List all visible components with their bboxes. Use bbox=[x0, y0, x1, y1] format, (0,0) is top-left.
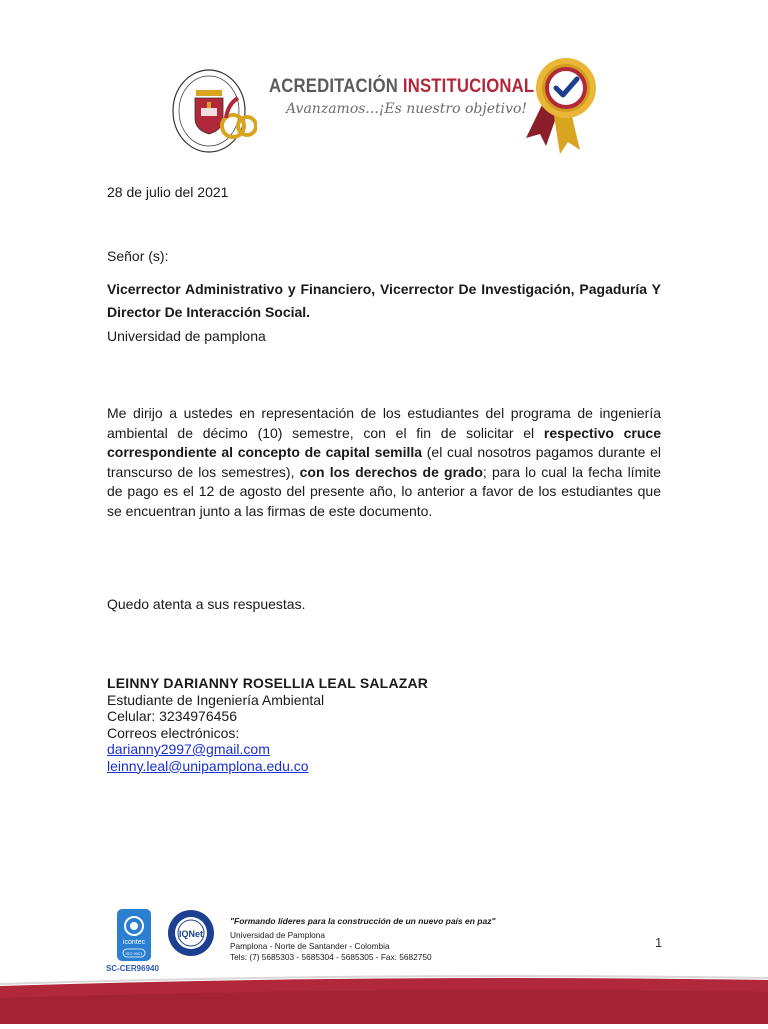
body-text-2: (el cual nosotros pagamos durante el transcurso de los semestres), bbox=[107, 444, 661, 480]
footer-wave-decoration bbox=[0, 968, 768, 1024]
footer-line-phones: Tels: (7) 5685303 - 5685304 - 5685305 - Fax: 5682750 bbox=[230, 951, 432, 962]
icontec-logo bbox=[117, 909, 151, 961]
accreditation-title-part2: INSTITUCIONAL bbox=[402, 76, 535, 97]
recipients: Vicerrector Administrativo y Financiero, Vicerrector De Investigación, Pagaduría Y Director De Interacción Social. bbox=[107, 281, 661, 320]
signature-block bbox=[107, 675, 428, 774]
iqnet-logo bbox=[167, 909, 215, 957]
body-bold-1: respectivo cruce correspondiente al concepto de capital semilla bbox=[107, 424, 661, 460]
salutation: Señor (s): bbox=[107, 248, 169, 264]
footer-line-location: Pamplona - Norte de Santander - Colombia bbox=[230, 940, 390, 951]
email-link-institutional[interactable]: leinny.leal@unipamplona.edu.co bbox=[107, 757, 309, 774]
body-bold-2: con los derechos de grado bbox=[299, 463, 483, 480]
university-name: Universidad de pamplona bbox=[107, 328, 266, 344]
footer-motto: "Formando líderes para la construcción de un nuevo país en paz" bbox=[230, 916, 496, 926]
email-link-gmail[interactable]: darianny2997@gmail.com bbox=[107, 741, 270, 757]
page-number: 1 bbox=[655, 935, 663, 950]
iso-label: ISO 9001 bbox=[125, 951, 143, 956]
certificate-code: SC-CER96940 bbox=[106, 964, 159, 973]
signer-name: LEINNY DARIANNY ROSELLIA LEAL SALAZAR bbox=[107, 675, 429, 691]
footer-line-university: Universidad de Pamplona bbox=[230, 930, 326, 940]
university-seal-logo bbox=[171, 68, 257, 154]
accreditation-subtitle: Avanzamos...¡Es nuestro objetivo! bbox=[286, 101, 528, 117]
icontec-label: icontec bbox=[122, 939, 146, 946]
emails-label: Correos electrónicos: bbox=[107, 724, 240, 741]
iqnet-label: IQNet bbox=[178, 929, 204, 939]
body-text-3: ; para lo cual la fecha límite de pago es el 12 de agosto del presente año, lo anterior a favor de los estudiantes que se encuentran junto a las firmas de este documento. bbox=[107, 463, 662, 519]
accreditation-title-part1: ACREDITACIÓN bbox=[269, 76, 399, 97]
signer-phone: Celular: 3234976456 bbox=[107, 708, 237, 724]
letter-date: 28 de julio del 2021 bbox=[107, 184, 229, 200]
closing-line: Quedo atenta a sus respuestas. bbox=[107, 596, 306, 612]
signer-role: Estudiante de Ingeniería Ambiental bbox=[107, 691, 325, 708]
letter-body-paragraph bbox=[107, 404, 661, 521]
accreditation-medal-logo bbox=[520, 50, 600, 154]
body-text-1: Me dirijo a ustedes en representación de los estudiantes del programa de ingeniería ambiental de décimo (10) semestre, con el fin de solicitar el bbox=[107, 405, 661, 441]
accreditation-title bbox=[269, 76, 534, 98]
footer-contact-info bbox=[230, 930, 432, 962]
